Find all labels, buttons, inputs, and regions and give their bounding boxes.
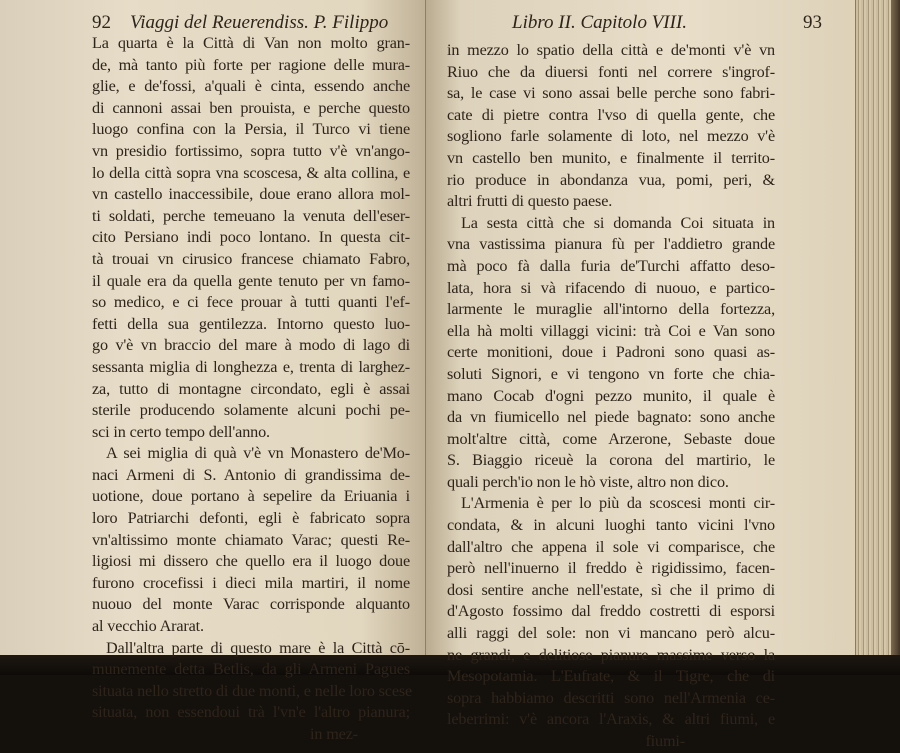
text-line: La sesta città che si domanda Coi situata in xyxy=(461,213,775,232)
catchword: in mez- xyxy=(310,725,358,743)
text-line: quali perch'io non le hò viste, altro non dico. xyxy=(447,472,729,491)
text-line: munemente detta Betlis, da gli Armeni Pagues xyxy=(92,660,410,679)
text-line: so medico, e ci fece prouar à tutti quanti l'ef- xyxy=(92,293,410,312)
text-line: nuouo del monte Varac corrisponde alquanto xyxy=(92,595,410,614)
text-line: L'Armenia è per lo più da scoscesi monti cir- xyxy=(461,494,775,513)
text-line: dall'altro che appena il sole vi comparisce, che xyxy=(447,537,775,556)
text-line: ne grandi, e delitiose pianure massime verso la xyxy=(447,645,775,664)
text-line: naci Armeni di S. Antonio di grandissima de- xyxy=(92,465,410,484)
text-line: Mesopotamia. L'Eufrate, & il Tigre, che di xyxy=(447,667,775,686)
text-line: A sei miglia di quà v'è vn Monastero de'Mo- xyxy=(106,444,410,463)
text-line: condata, & in alcuni luoghi tanto vicini l'vno xyxy=(447,516,775,535)
text-line: di cannoni assai ben prouista, e perche questo xyxy=(92,98,410,117)
text-line: sa, le case vi sono assai belle perche sono fabri- xyxy=(447,84,775,103)
right-page-header xyxy=(512,12,822,38)
text-line: S. Biaggio riceuè la corona del martirio, le xyxy=(447,451,775,470)
text-line: d'Agosto fossimo dal freddo costretti di esporsi xyxy=(447,602,775,621)
text-line: vna vastissima pianura fù per l'addietro grande xyxy=(447,235,775,254)
right-page-number: 93 xyxy=(803,12,822,33)
text-line: però nell'inuerno il freddo è rigidissimo, facen- xyxy=(447,559,775,578)
text-line: da vn fiumicello nel piede bagnato: sono anche xyxy=(447,408,775,427)
text-line: ligiosi mi dissero che quello era il luogo doue xyxy=(92,552,410,571)
text-line: Riuo che da diuersi fonti nel correre s'ingrof- xyxy=(447,62,775,81)
catchword: fiumi- xyxy=(645,732,685,750)
text-line: vn castello ben munito, e finalmente il territo- xyxy=(447,148,775,167)
text-line: cito Persiano indi poco lontano. In questa cit- xyxy=(92,228,410,247)
text-line: larmente le muraglie all'intorno della fortezza, xyxy=(447,300,775,319)
text-line: fetti della sua gentilezza. Intorno questo luo- xyxy=(92,314,410,333)
text-line: certe monitioni, doue i Padroni sono quasi as- xyxy=(447,343,775,362)
text-line: molt'altre città, come Arzerone, Sebaste doue xyxy=(447,429,775,448)
left-page-number: 92 xyxy=(92,12,111,33)
text-line: Dall'altra parte di questo mare è la Città cō- xyxy=(106,638,410,657)
right-page-text xyxy=(447,40,775,753)
text-line: sopra habbiamo descritti sono nell'Armenia ce- xyxy=(447,688,775,707)
right-running-head: Libro II. Capitolo VIII. xyxy=(512,12,688,33)
text-line: luogo confina con la Persia, il Turco vi tiene xyxy=(92,120,410,139)
text-line: go v'è vn braccio del mare à modo di lago di xyxy=(92,336,410,355)
text-line: loro Patriarchi defonti, egli è fabricato sopra xyxy=(92,509,410,528)
left-page-text xyxy=(92,33,413,746)
text-line: vn castello inaccessibile, doue erano allora mol- xyxy=(92,185,410,204)
page-edges xyxy=(855,0,900,655)
text-line: situata, non essendoui trà l'vn'e l'altro pianura; xyxy=(92,703,410,722)
text-line: sci in certo tempo dell'anno. xyxy=(92,422,270,441)
text-line: lata, hora si và rifacendo di nuouo, e partico- xyxy=(447,278,775,297)
text-line: il quale era da quella gente tenuto per vn famo- xyxy=(92,271,410,290)
text-line: leberrimi: v'è ancora l'Araxis, & altri fiumi, e xyxy=(447,710,775,729)
text-line: glie, e de'fossi, a'quali è cinta, essendo anche xyxy=(92,77,410,96)
text-line: ti soldati, perche temeuano la venuta dell'eser- xyxy=(92,206,410,225)
text-line: al vecchio Ararat. xyxy=(92,617,204,636)
text-line: sessanta miglia di longhezza e, trenta di larghez- xyxy=(92,357,410,376)
text-line: za, tutto di montagne circondato, egli è assai xyxy=(92,379,410,398)
text-line: rio produce in abondanza vua, pomi, peri, & xyxy=(447,170,775,189)
text-line: vn presidio fortissimo, sopra tutto v'è vn'ango- xyxy=(92,141,410,160)
text-line: vn'altissimo monte chiamato Varac; questi Re- xyxy=(92,530,410,549)
right-page xyxy=(426,0,858,750)
text-line: mà poco fà dalla furia de'Turchi affatto deso- xyxy=(447,256,775,275)
text-line: dosi sentire anche nell'estate, sì che il primo di xyxy=(447,580,775,599)
left-running-head: Viaggi del Reuerendiss. P. Filippo xyxy=(130,12,389,33)
text-line: sterile producendo solamente alcuni pochi pe- xyxy=(92,401,410,420)
left-page xyxy=(0,0,426,743)
text-line: de, mà tanto più forte per ragione delle mura- xyxy=(92,55,410,74)
text-line: alli raggi del sole: non vi mancano però alcu- xyxy=(447,624,775,643)
text-line: ella hà molti villaggi vicini: trà Coi e Van sono xyxy=(447,321,775,340)
text-line: mano Cocab d'ogni pezzo munito, il quale è xyxy=(447,386,775,405)
text-line: furono crocefissi i dieci mila martiri, il nome xyxy=(92,573,410,592)
text-line: altri frutti di questo paese. xyxy=(447,192,613,211)
text-line: uotione, doue portano à sepelire da Eriuania i xyxy=(92,487,410,506)
text-line: in mezzo lo spatio della città e de'monti v'è vn xyxy=(447,41,775,59)
text-line: cate di pietre contra l'vso di quella gente, che xyxy=(447,105,775,124)
text-line: La quarta è la Città di Van non molto gran- xyxy=(92,34,410,52)
text-line: soluti Signori, e vi tengono vn forte che chia- xyxy=(447,364,775,383)
text-line: situata nello stretto di due monti, e nelle loro scese xyxy=(92,681,413,700)
text-line: lo della città sopra vna scoscesa, & alta collina, e xyxy=(92,163,410,182)
text-line: sogliono farle solamente di loto, nel mezzo v'è xyxy=(447,127,775,146)
text-line: tà trouai vn cirusico francese chiamato Fabro, xyxy=(92,249,410,268)
